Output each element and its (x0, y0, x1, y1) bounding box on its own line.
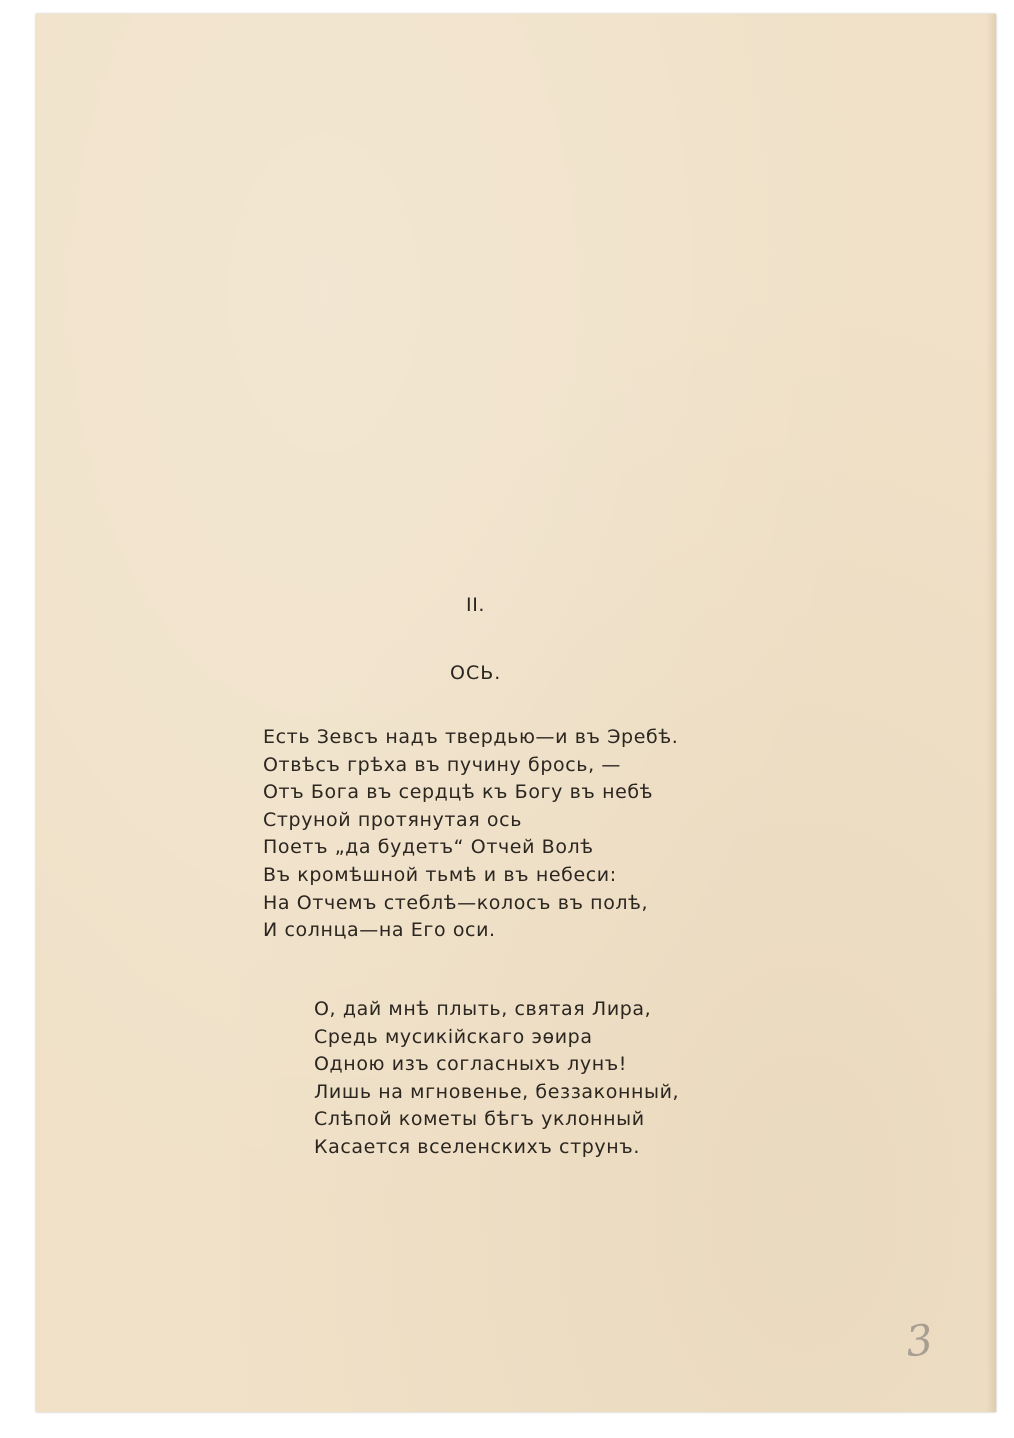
verse-line: На Отчемъ стеблѣ—колосъ въ полѣ, (263, 891, 649, 914)
poem-title: ОСЬ. (450, 662, 502, 684)
stanza-2 (314, 996, 679, 1162)
verse-line: Струной протянутая ось (263, 808, 522, 831)
verse-line: О, дай мнѣ плыть, святая Лира, (314, 998, 652, 1020)
verse-line: Отвѣсъ грѣха въ пучину брось, — (263, 753, 621, 776)
paper-sheet (36, 14, 996, 1412)
verse-line: Есть Зевсъ надъ твердью—и въ Эребѣ. (263, 726, 679, 748)
stanza-1 (263, 724, 678, 945)
verse-line: Слѣпой кометы бѣгъ уклонный (314, 1108, 645, 1131)
verse-line: Лишь на мгновенье, беззаконный, (314, 1080, 680, 1103)
verse-line: Поетъ „да будетъ“ Отчей Волѣ (263, 836, 594, 859)
verse-line: И солнца—на Его оси. (263, 919, 496, 942)
handwritten-page-number: 3 (903, 1314, 936, 1367)
verse-line: Въ кромѣшной тьмѣ и въ небеси: (263, 863, 617, 886)
verse-line: Касается вселенскихъ струнъ. (314, 1135, 640, 1158)
section-numeral: II. (466, 594, 486, 616)
verse-line: Отъ Бога въ сердцѣ къ Богу въ небѣ (263, 781, 654, 804)
verse-line: Одною изъ согласныхъ лунъ! (314, 1053, 627, 1076)
verse-line: Средь мусикійскаго эѳира (314, 1025, 593, 1048)
